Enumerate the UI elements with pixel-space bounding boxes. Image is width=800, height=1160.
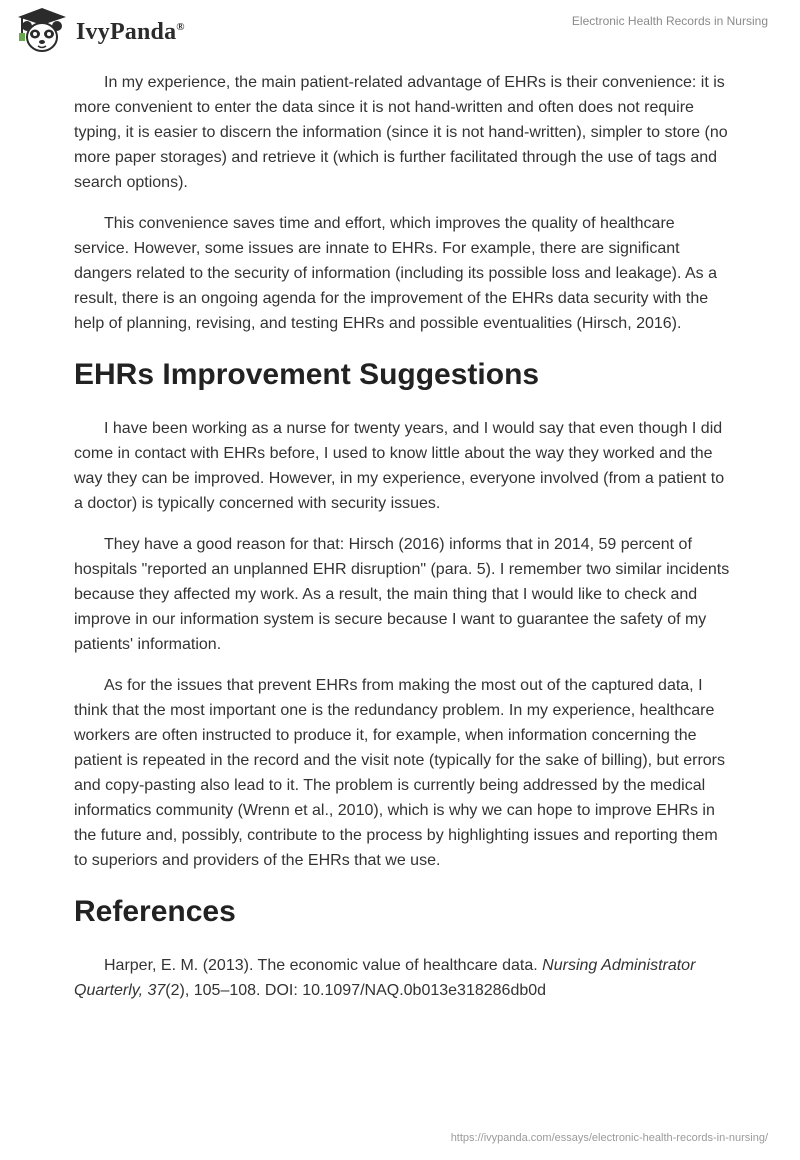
brand-logo[interactable]: [14, 6, 185, 54]
paragraph: I have been working as a nurse for twenty years, and I would say that even though I did come in contact with EHRs before, I used to know little about the way they worked and the way they can be improved. However, in my experience, everyone involved (from a patient to a doctor) is typically concerned with security issues.: [74, 420, 725, 512]
section-heading-references: References: [74, 895, 236, 928]
paragraph: As for the issues that prevent EHRs from making the most out of the captured data, I think that the most important one is the redundancy problem. In my experience, healthcare workers are often instructed to produce it, for example, when information concerning the patient is repeated in the record and the visit note (typically for the sake of billing), but errors and copy-pasting also lead to it. The problem is currently being addressed by the medical informatics community (Wrenn et al., 2010), which is why we can hope to improve EHRs in the future and, possibly, contribute to the process by highlighting issues and reporting them to superiors and providers of the EHRs that we use.: [74, 677, 726, 869]
brand-name: IvyPanda®: [76, 18, 185, 45]
page-header: [0, 0, 800, 60]
paragraph: They have a good reason for that: Hirsch (2016) informs that in 2014, 59 percent of hospitals "reported an unplanned EHR disruption" (para. 5). I remember two similar incidents because they affected my work. As a result, the main thing that I would like to check and improve in our information system is secure because I want to guarantee the safety of my patients' information.: [74, 536, 730, 653]
reference-details: (2), 105–108. DOI: 10.1097/NAQ.0b013e318286db0d: [165, 982, 547, 999]
reference-text: Harper, E. M. (2013). The economic value of healthcare data.: [104, 957, 543, 974]
essay-body: [74, 70, 734, 1003]
reference-entry: [74, 953, 734, 1003]
document-title: Electronic Health Records in Nursing: [571, 14, 768, 28]
panda-graduation-cap-icon: [14, 6, 70, 54]
source-url[interactable]: https://ivypanda.com/essays/electronic-health-records-in-nursing/: [450, 1132, 768, 1144]
paragraph: In my experience, the main patient-related advantage of EHRs is their convenience: it is more convenient to enter the data since it is not hand-written and often does not require typing, it is easier to discern the information (since it is not hand-written), simpler to store (no more paper storages) and retrieve it (which is further facilitated through the use of tags and search options).: [74, 74, 728, 191]
reference-journal: Nursing Administrator Quarterly, 37: [74, 957, 696, 999]
paragraph: This convenience saves time and effort, which improves the quality of healthcare service. However, some issues are innate to EHRs. For example, there are significant dangers related to the security of information (including its possible loss and leakage). As a result, there is an ongoing agenda for the improvement of the EHRs data security with the help of planning, revising, and testing EHRs and possible eventualities (Hirsch, 2016).: [74, 215, 718, 332]
section-heading-improvement: EHRs Improvement Suggestions: [74, 358, 540, 391]
